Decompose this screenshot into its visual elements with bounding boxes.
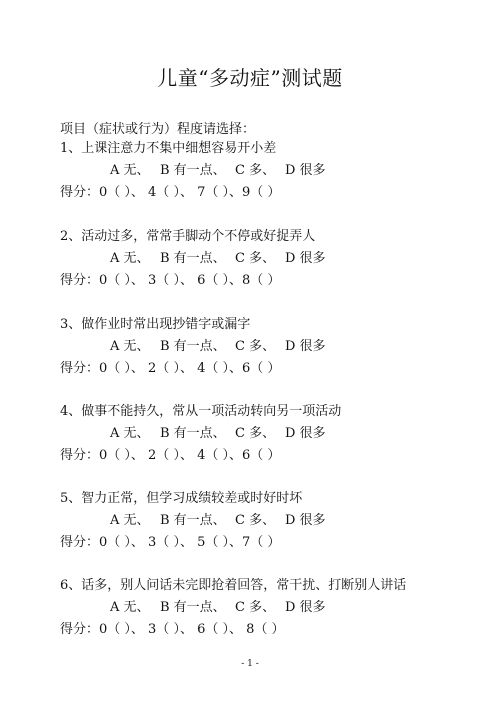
question-5 bbox=[60, 488, 460, 554]
question-6 bbox=[60, 575, 460, 641]
page-number: - 1 - bbox=[241, 659, 259, 669]
option-a: A 无、 bbox=[110, 426, 150, 441]
option-c: C 多、 bbox=[235, 600, 276, 615]
option-d: D 很多 bbox=[285, 513, 326, 528]
option-c: C 多、 bbox=[235, 426, 276, 441]
option-a: A 无、 bbox=[110, 600, 150, 615]
question-text: 3、做作业时常出现抄错字或漏字 bbox=[60, 317, 251, 332]
option-b: B 有一点、 bbox=[160, 339, 226, 354]
answer-options bbox=[60, 597, 460, 619]
score-line: 得分：0（ ）、 3（ ）、 6（ ）、8（ ） bbox=[60, 273, 281, 288]
question-text: 4、做事不能持久，常从一项活动转向另一项活动 bbox=[60, 404, 342, 419]
score-line: 得分：0（ ）、 4（ ）、 7（ ）、9（ ） bbox=[60, 185, 281, 200]
question-1 bbox=[60, 138, 460, 204]
option-c: C 多、 bbox=[235, 339, 276, 354]
option-a: A 无、 bbox=[110, 163, 150, 178]
score-line: 得分：0（ ）、 3（ ）、 5（ ）、7（ ） bbox=[60, 535, 281, 550]
answer-options bbox=[60, 423, 460, 445]
option-d: D 很多 bbox=[285, 339, 326, 354]
option-b: B 有一点、 bbox=[160, 600, 226, 615]
instructions: 项目（症状或行为）程度请选择： bbox=[60, 122, 256, 137]
question-3 bbox=[60, 314, 460, 380]
option-c: C 多、 bbox=[235, 163, 276, 178]
option-b: B 有一点、 bbox=[160, 251, 226, 266]
option-d: D 很多 bbox=[285, 600, 326, 615]
option-b: B 有一点、 bbox=[160, 426, 226, 441]
option-a: A 无、 bbox=[110, 513, 150, 528]
question-2 bbox=[60, 226, 460, 292]
option-d: D 很多 bbox=[285, 163, 326, 178]
score-line: 得分：0（ ）、 2（ ）、 4（ ）、6（ ） bbox=[60, 448, 281, 463]
score-line: 得分：0（ ）、 2（ ）、 4（ ）、6（ ） bbox=[60, 361, 281, 376]
option-c: C 多、 bbox=[235, 251, 276, 266]
question-4 bbox=[60, 401, 460, 467]
answer-options bbox=[60, 160, 460, 182]
option-b: B 有一点、 bbox=[160, 513, 226, 528]
score-line: 得分：0（ ）、 3（ ）、 6（ ）、 8（ ） bbox=[60, 622, 285, 637]
question-text: 1、上课注意力不集中细想容易开小差 bbox=[60, 141, 277, 156]
question-text: 2、活动过多，常常手脚动个不停或好捉弄人 bbox=[60, 229, 316, 244]
page-title: 儿童“多动症”测试题 bbox=[157, 66, 343, 90]
option-d: D 很多 bbox=[285, 426, 326, 441]
option-a: A 无、 bbox=[110, 251, 150, 266]
answer-options bbox=[60, 510, 460, 532]
option-c: C 多、 bbox=[235, 513, 276, 528]
question-text: 5、智力正常，但学习成绩较差或时好时坏 bbox=[60, 491, 303, 506]
question-text: 6、话多，别人问话未完即抢着回答，常干扰、打断别人讲话 bbox=[60, 578, 407, 593]
option-a: A 无、 bbox=[110, 339, 150, 354]
answer-options bbox=[60, 336, 460, 358]
option-d: D 很多 bbox=[285, 251, 326, 266]
answer-options bbox=[60, 248, 460, 270]
option-b: B 有一点、 bbox=[160, 163, 226, 178]
